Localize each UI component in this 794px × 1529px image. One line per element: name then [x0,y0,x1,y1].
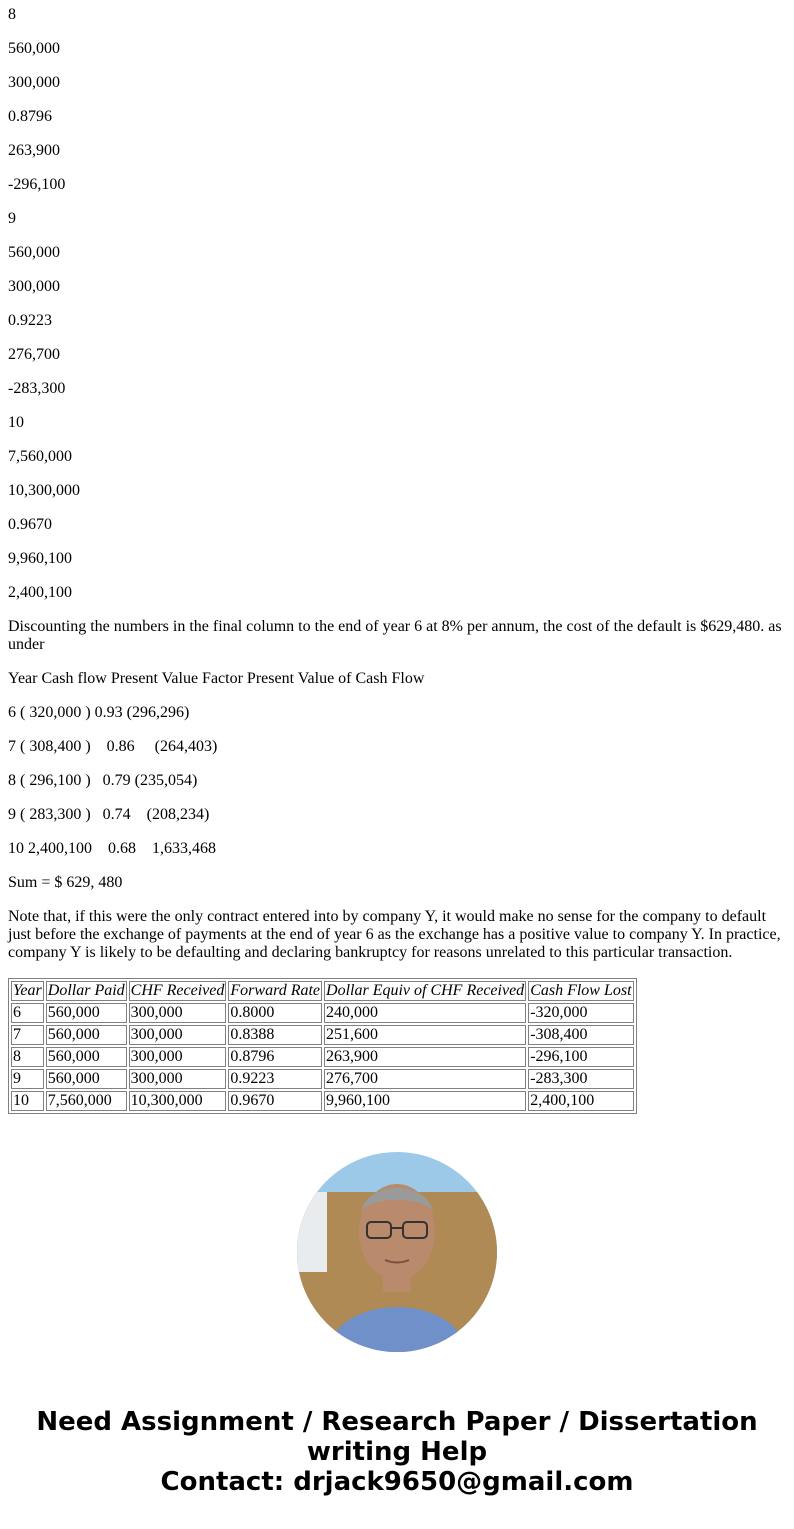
table-row [11,1025,634,1045]
table-cell: 240,000 [324,1003,526,1023]
value-line: 9 [8,210,16,227]
pv-row: 9 ( 283,300 ) 0.74 (208,234) [8,806,210,823]
table-cell: 6 [11,1003,44,1023]
value-line: -283,300 [8,380,66,397]
value-line: 9,960,100 [8,550,72,567]
table-cell: 560,000 [46,1047,127,1067]
value-line: 560,000 [8,244,60,261]
value-line: 8 [8,6,16,23]
table-cell: 300,000 [129,1025,227,1045]
table-row [11,1069,634,1089]
cash-flow-table [8,978,637,1114]
column-header: CHF Received [130,982,225,999]
table-cell: 10,300,000 [129,1091,227,1111]
value-line: -296,100 [8,176,66,193]
table-cell: 0.8796 [228,1047,322,1067]
avatar [297,1152,497,1352]
table-cell: -320,000 [528,1003,633,1023]
portrait-window [297,1192,327,1272]
table-cell: 560,000 [46,1003,127,1023]
value-line: 10 [8,414,24,431]
column-header: Year [13,982,42,999]
table-cell: 0.8000 [228,1003,322,1023]
value-line: 0.9223 [8,312,52,329]
value-line: 0.8796 [8,108,52,125]
pv-header: Year Cash flow Present Value Factor Present Value of Cash Flow [8,670,425,687]
value-line: 300,000 [8,74,60,91]
table-cell: 560,000 [46,1025,127,1045]
table-cell: 2,400,100 [528,1091,633,1111]
discount-paragraph: Discounting the numbers in the final column to the end of year 6 at 8% per annum, the cost of the default is $629,480. as under [8,618,782,653]
pv-row: 10 2,400,100 0.68 1,633,468 [8,840,216,857]
promo-banner [8,1407,786,1497]
table-cell: -283,300 [528,1069,633,1089]
document-body [0,6,794,1497]
value-line: 263,900 [8,142,60,159]
value-line: 0.9670 [8,516,52,533]
sum-line: Sum = $ 629, 480 [8,874,123,891]
table-cell: 0.9223 [228,1069,322,1089]
promo-contact: Contact: drjack9650@gmail.com [160,1467,634,1497]
column-header: Forward Rate [230,982,321,999]
table-cell: 7,560,000 [46,1091,127,1111]
table-cell: 251,600 [324,1025,526,1045]
pv-row: 8 ( 296,100 ) 0.79 (235,054) [8,772,198,789]
table-cell: 0.9670 [228,1091,322,1111]
table-cell: 300,000 [129,1047,227,1067]
value-line: 2,400,100 [8,584,72,601]
column-header: Dollar Equiv of CHF Received [326,982,525,999]
table-cell: -308,400 [528,1025,633,1045]
table-cell: 300,000 [129,1069,227,1089]
note-paragraph: Note that, if this were the only contract entered into by company Y, it would make no sense for the company to default just before the exchange of payments at the end of year 6 as the exchange has a positive value to company Y. In practice, company Y is likely to be defaulting and declaring bankruptcy for reasons unrelated to this particular transaction. [8,908,781,961]
table-cell: 560,000 [46,1069,127,1089]
table-cell: 10 [11,1091,44,1111]
pv-row: 6 ( 320,000 ) 0.93 (296,296) [8,704,190,721]
table-row [11,1047,634,1067]
pv-row: 7 ( 308,400 ) 0.86 (264,403) [8,738,218,755]
avatar-container [8,1152,786,1357]
table-cell: 7 [11,1025,44,1045]
promo-line: Need Assignment / Research Paper / Dissertation [36,1407,758,1437]
value-line: 300,000 [8,278,60,295]
table-row [11,1003,634,1023]
portrait-illustration [297,1152,497,1352]
value-line: 560,000 [8,40,60,57]
value-line: 10,300,000 [8,482,80,499]
table-row [11,1091,634,1111]
table-cell: 276,700 [324,1069,526,1089]
table-cell: -296,100 [528,1047,633,1067]
table-cell: 300,000 [129,1003,227,1023]
table-cell: 9 [11,1069,44,1089]
table-header-row [11,981,634,1001]
value-lines [8,6,786,602]
column-header: Dollar Paid [47,982,125,999]
table-cell: 8 [11,1047,44,1067]
table-cell: 263,900 [324,1047,526,1067]
column-header: Cash Flow Lost [530,982,632,999]
table-cell: 9,960,100 [324,1091,526,1111]
table-cell: 0.8388 [228,1025,322,1045]
value-line: 276,700 [8,346,60,363]
value-line: 7,560,000 [8,448,72,465]
promo-line: writing Help [306,1437,488,1467]
